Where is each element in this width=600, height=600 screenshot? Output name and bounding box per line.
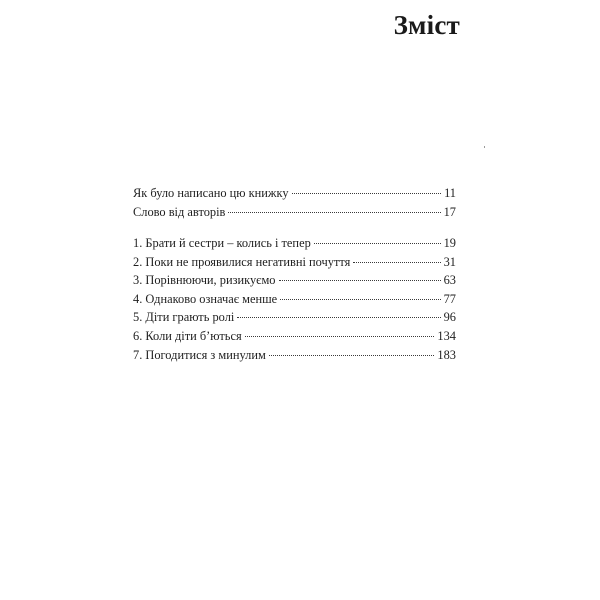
toc-entry	[133, 271, 456, 290]
toc-entry	[133, 346, 456, 365]
toc-dot-leader	[314, 243, 441, 244]
toc-entry-title: 1. Брати й сестри – колись і тепер	[133, 236, 311, 250]
toc-entry-title: 4. Однаково означає менше	[133, 291, 278, 306]
toc-front-matter	[133, 184, 456, 221]
toc-entry-page: 134	[437, 328, 456, 343]
toc-entry-page: 183	[437, 347, 456, 362]
toc-entry	[133, 203, 456, 222]
toc-dot-leader	[228, 212, 440, 213]
toc-entry-title: 6. Коли діти б’ються	[133, 328, 242, 343]
toc-entry-title: 2. Поки не проявилися негативні почуття	[133, 254, 351, 269]
toc-entry-title: 5. Діти грають ролі	[133, 310, 235, 325]
toc-chapters	[133, 234, 456, 364]
toc-entry-page: 77	[443, 291, 456, 306]
toc-dot-leader	[292, 193, 442, 194]
paper-speck	[484, 146, 485, 148]
toc-entry	[133, 234, 456, 253]
toc-entry-title: Слово від авторів	[133, 204, 226, 219]
toc-dot-leader	[245, 336, 435, 337]
toc-entry-title: 3. Порівнюючи, ризикуємо	[133, 273, 276, 288]
toc-entry-title: 7. Погодитися з минулим	[133, 347, 266, 362]
toc-entry	[133, 308, 456, 327]
toc-entry	[133, 184, 456, 203]
toc-dot-leader	[280, 299, 440, 300]
toc-dot-leader	[269, 355, 435, 356]
toc-entry-title: Як було написано цю книжку	[133, 186, 289, 200]
toc-entry-page: 17	[443, 204, 456, 219]
toc-entry-page: 63	[443, 273, 456, 288]
toc-entry	[133, 327, 456, 346]
contents-title: Зміст	[393, 10, 460, 40]
toc-entry-page: 19	[443, 236, 456, 250]
toc-entry	[133, 253, 456, 272]
toc-entry-page: 11	[444, 186, 456, 200]
toc-entry	[133, 290, 456, 309]
toc-dot-leader	[279, 280, 441, 281]
toc-dot-leader	[237, 317, 440, 318]
toc-dot-leader	[353, 262, 440, 263]
toc-entry-page: 96	[443, 310, 456, 325]
toc-entry-page: 31	[443, 254, 456, 269]
